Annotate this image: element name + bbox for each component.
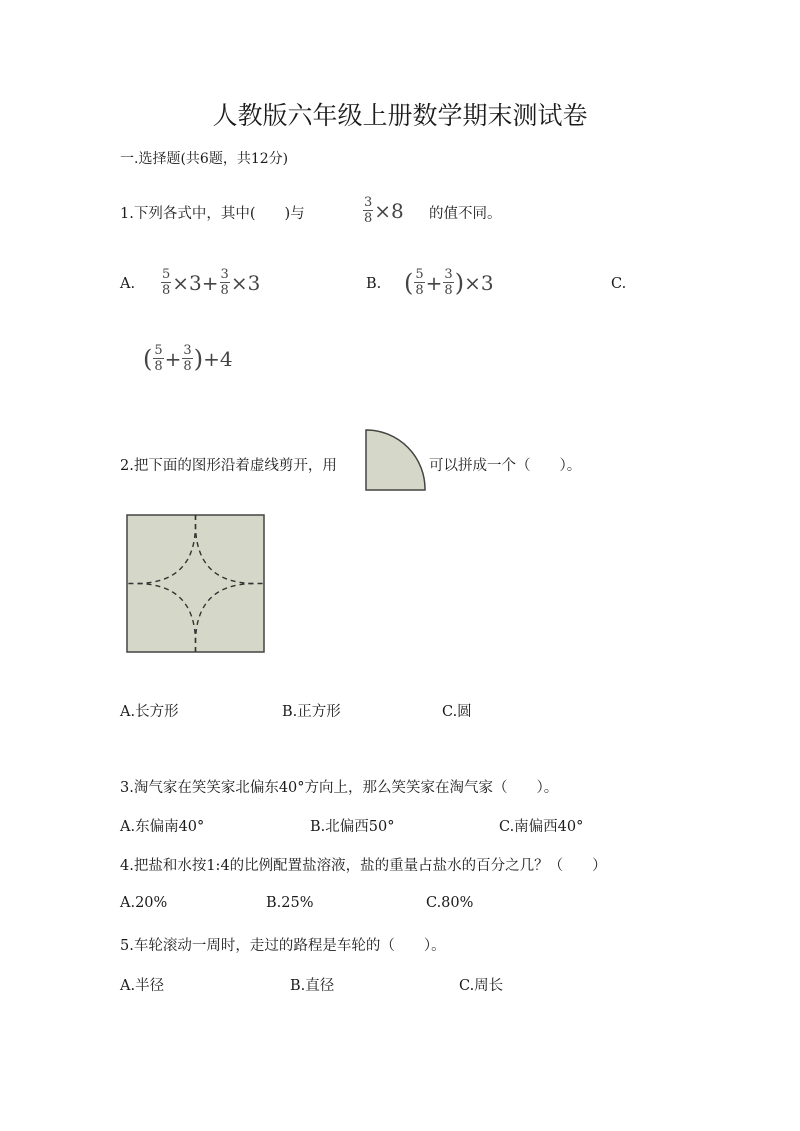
q1-option-a-expr: $\frac{5}{8}$ ×3+ $\frac{3}{8}$ ×3 [162, 267, 261, 298]
q1-option-a-label[interactable]: A. [120, 276, 136, 292]
q2-stem-before: 2.把下面的图形沿着虚线剪开，用 [120, 458, 337, 474]
q4-stem: 4.把盐和水按1:4的比例配置盐溶液，盐的重量占盐水的百分之几？（ ） [120, 858, 607, 874]
square-dashed-figure [126, 514, 266, 654]
q1-stem-after: 的值不同。 [429, 206, 502, 222]
q1-option-c-expr: ( $\frac{5}{8}$ + $\frac{3}{8}$ ) +4 [143, 343, 233, 374]
q4-option-b[interactable]: B.25% [266, 895, 314, 911]
page-title: 人教版六年级上册数学期末测试卷 [212, 101, 588, 130]
q3-option-b[interactable]: B.北偏西50° [310, 819, 395, 835]
q5-option-a[interactable]: A.半径 [120, 978, 165, 994]
q1-option-b-expr: ( $\frac{5}{8}$ + $\frac{3}{8}$ ) ×3 [404, 267, 494, 298]
q2-option-a[interactable]: A.长方形 [120, 704, 179, 720]
q4-option-c[interactable]: C.80% [426, 895, 474, 911]
section-heading: 一.选择题(共6题，共12分) [120, 151, 289, 167]
q1-expression: $\frac{3}{8}$ ×8 [364, 195, 404, 226]
q2-option-b[interactable]: B.正方形 [282, 704, 341, 720]
q2-stem-after: 可以拼成一个（ ）。 [429, 458, 582, 474]
q4-option-a[interactable]: A.20% [120, 895, 168, 911]
q5-option-b[interactable]: B.直径 [290, 978, 335, 994]
q5-stem: 5.车轮滚动一周时，走过的路程是车轮的（ ）。 [120, 938, 446, 954]
q3-option-c[interactable]: C.南偏西40° [499, 819, 584, 835]
q1-option-b-label[interactable]: B. [366, 276, 382, 292]
quarter-circle-figure [364, 428, 428, 492]
q1-option-c-label[interactable]: C. [611, 276, 627, 292]
q5-option-c[interactable]: C.周长 [459, 978, 504, 994]
q3-option-a[interactable]: A.东偏南40° [120, 819, 205, 835]
q3-stem: 3.淘气家在笑笑家北偏东40°方向上，那么笑笑家在淘气家（ ）。 [120, 780, 559, 796]
q2-option-c[interactable]: C.圆 [442, 704, 472, 720]
q1-stem-before: 1.下列各式中，其中( )与 [120, 206, 305, 222]
